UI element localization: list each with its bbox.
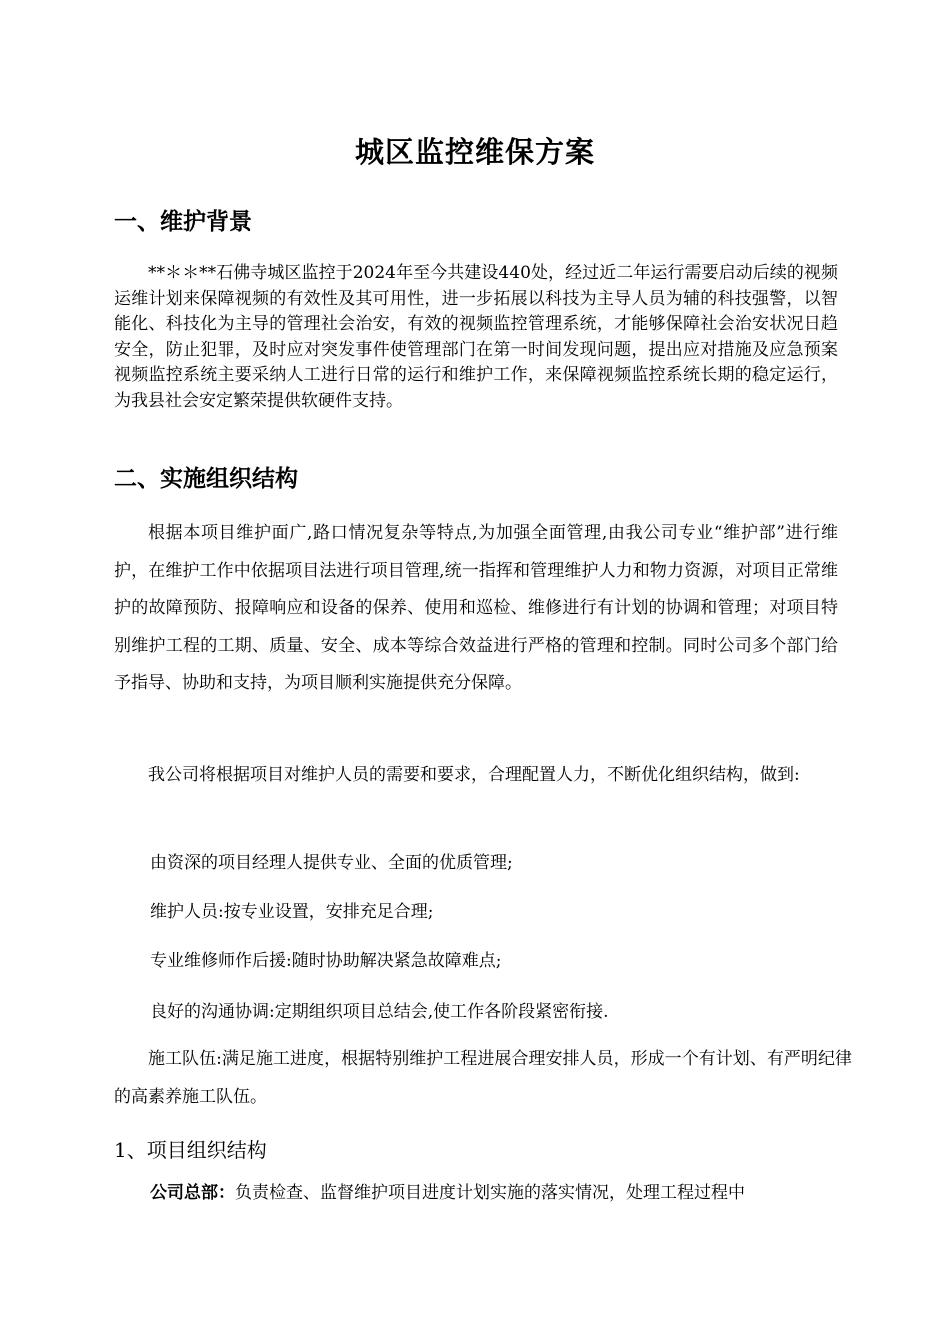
subsection-heading-project-organization: 1、项目组织结构: [114, 1138, 267, 1162]
organization-paragraph: 根据本项目维护面广,路口情况复杂等特点,为加强全面管理,由我公司专业“维护部”进行维护，在维护工作中依据项目法进行项目管理,统一指挥和管理维护人力和物力资源，对项目正常维护的故障预防、报障响应和设备的保养、使用和巡检、维修进行有计划的协调和管理；对项目特别维护工程的工期、质量、安全、成本等综合效益进行严格的管理和控制。同时公司多个部门给予指导、协助和支持，为项目顺利实施提供充分保障。: [114, 523, 838, 693]
list-item: 专业维修师作后援:随时协助解决紧急故障难点;: [150, 951, 502, 971]
list-item: 维护人员:按专业设置，安排充足合理;: [150, 902, 434, 922]
background-paragraph: **＊＊**石佛寺城区监控于2024年至今共建设440处，经过近二年运行需要启动后续的视频运维计划来保障视频的有效性及其可用性，进一步拓展以科技为主导人员为辅的科技强警，以智能化、科技化为主导的管理社会治安，有效的视频监控管理系统，才能够保障社会治安状况日趋安全，防止犯罪，及时应对突发事件使管理部门在第一时间发现问题，提出应对措施及应急预案视频监控系统主要采纳人工进行日常的运行和维护工作，来保障视频监控系统长期的稳定运行，为我县社会安定繁荣提供软硬件支持。: [114, 263, 838, 411]
document-title: 城区监控维保方案: [354, 135, 595, 169]
headquarters-label: 公司总部：: [150, 1183, 235, 1203]
headquarters-text: 负责检查、监督维护项目进度计划实施的落实情况，处理工程过程中: [235, 1183, 745, 1203]
list-item: 良好的沟通协调:定期组织项目总结会,使工作各阶段紧密衔接.: [150, 1002, 609, 1022]
list-item: 由资深的项目经理人提供专业、全面的优质管理;: [150, 853, 513, 873]
headquarters-paragraph: [150, 1175, 850, 1213]
section-heading-background: 一、维护背景: [114, 208, 252, 235]
staffing-paragraph: 我公司将根据项目对维护人员的需要和要求，合理配置人力，不断优化组织结构，做到:: [148, 765, 800, 785]
section-heading-organization: 二、实施组织结构: [114, 465, 298, 492]
construction-team-paragraph: 施工队伍:满足施工进度，根据特别维护工程进展合理安排人员，形成一个有计划、有严明纪律的高素养施工队伍。: [114, 1049, 852, 1107]
